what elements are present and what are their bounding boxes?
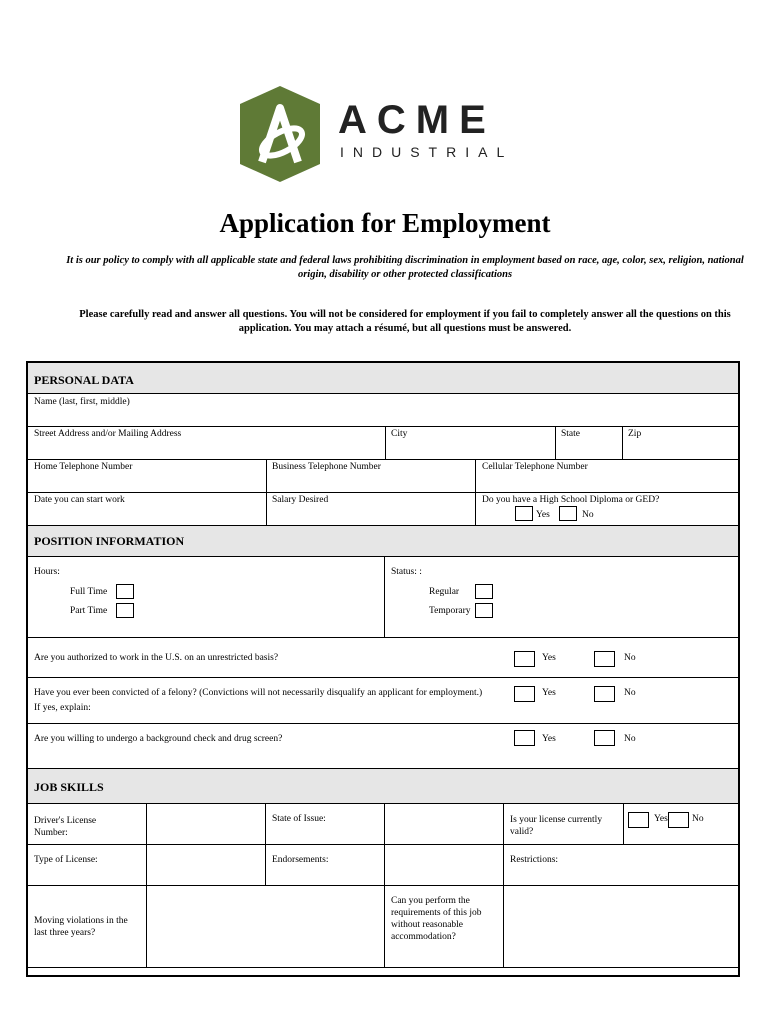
diploma-no-label: No — [582, 510, 594, 520]
status-label: Status: : — [391, 567, 422, 577]
part-time-label: Part Time — [70, 606, 108, 616]
felony-no-checkbox[interactable] — [594, 686, 615, 702]
background-no-checkbox[interactable] — [594, 730, 615, 746]
brand-name: ACME — [338, 98, 496, 142]
license-valid-yes-checkbox[interactable] — [628, 812, 649, 828]
personal-data-section-header — [28, 363, 738, 393]
license-valid-question: Is your license currently valid? — [510, 815, 603, 837]
name-field[interactable]: Name (last, first, middle) — [34, 397, 130, 407]
background-no-label: No — [624, 734, 636, 744]
authorized-no-checkbox[interactable] — [594, 651, 615, 667]
background-yes-label: Yes — [542, 734, 556, 744]
personal-data-heading: PERSONAL DATA — [34, 373, 134, 387]
background-check-question: Are you willing to undergo a background check and drug screen? — [34, 734, 283, 744]
diploma-no-checkbox[interactable] — [559, 506, 577, 521]
violations-label: Moving violations in the last three years? — [34, 916, 128, 938]
felony-yes-label: Yes — [542, 688, 556, 698]
application-form — [26, 361, 740, 977]
part-time-checkbox[interactable] — [116, 603, 134, 618]
cell-phone-field[interactable]: Cellular Telephone Number — [482, 462, 588, 472]
home-phone-field[interactable]: Home Telephone Number — [34, 462, 133, 472]
city-field[interactable]: City — [391, 429, 408, 439]
authorized-question: Are you authorized to work in the U.S. on an unrestricted basis? — [34, 653, 279, 663]
full-time-checkbox[interactable] — [116, 584, 134, 599]
authorized-no-label: No — [624, 653, 636, 663]
endorsements-label: Endorsements: — [272, 855, 329, 865]
business-phone-field[interactable]: Business Telephone Number — [272, 462, 381, 472]
regular-label: Regular — [429, 587, 460, 597]
license-valid-no-label: No — [692, 814, 704, 824]
hours-label: Hours: — [34, 567, 60, 577]
diploma-yes-label: Yes — [536, 510, 550, 520]
accommodation-question: Can you perform the requirements of this job without reasonable accommodation? — [391, 896, 482, 942]
diploma-yes-checkbox[interactable] — [515, 506, 533, 521]
position-heading: POSITION INFORMATION — [34, 534, 185, 548]
restrictions-label: Restrictions: — [510, 855, 559, 865]
temporary-label: Temporary — [429, 606, 471, 616]
street-address-field[interactable]: Street Address and/or Mailing Address — [34, 429, 182, 439]
job-skills-section-header — [28, 769, 738, 803]
diploma-question: Do you have a High School Diploma or GED? — [482, 495, 660, 505]
background-yes-checkbox[interactable] — [514, 730, 535, 746]
authorized-yes-checkbox[interactable] — [514, 651, 535, 667]
temporary-checkbox[interactable] — [475, 603, 493, 618]
felony-explain-field[interactable]: If yes, explain: — [34, 703, 91, 713]
acme-logo — [240, 86, 540, 182]
authorized-yes-label: Yes — [542, 653, 556, 663]
page-title: Application for Employment — [219, 208, 551, 238]
brand-subtitle: INDUSTRIAL — [340, 144, 514, 160]
felony-yes-checkbox[interactable] — [514, 686, 535, 702]
license-number-label: Driver's License Number: — [34, 816, 97, 838]
policy-statement: It is our policy to comply with all applicable state and federal laws prohibiting discrimination in employment based on race, age, color, sex, religion, national origin, disability or other protected classifications — [66, 255, 744, 280]
instructions-text: Please carefully read and answer all questions. You will not be considered for employment if you fail to completely answer all the questions on this application. You may attach a résumé, but all questions must be answered. — [79, 309, 731, 334]
felony-question: Have you ever been convicted of a felony? (Convictions will not necessarily disqualify an applicant for employment.) — [34, 688, 483, 698]
license-valid-yes-label: Yes — [654, 814, 668, 824]
full-time-label: Full Time — [70, 587, 108, 597]
job-skills-heading: JOB SKILLS — [34, 780, 104, 794]
salary-field[interactable]: Salary Desired — [272, 495, 329, 505]
zip-field[interactable]: Zip — [628, 429, 642, 439]
start-date-field[interactable]: Date you can start work — [34, 495, 125, 505]
state-field[interactable]: State — [561, 429, 580, 439]
regular-checkbox[interactable] — [475, 584, 493, 599]
license-valid-no-checkbox[interactable] — [668, 812, 689, 828]
state-of-issue-label: State of Issue: — [272, 814, 326, 824]
license-type-label: Type of License: — [34, 855, 98, 865]
felony-no-label: No — [624, 688, 636, 698]
